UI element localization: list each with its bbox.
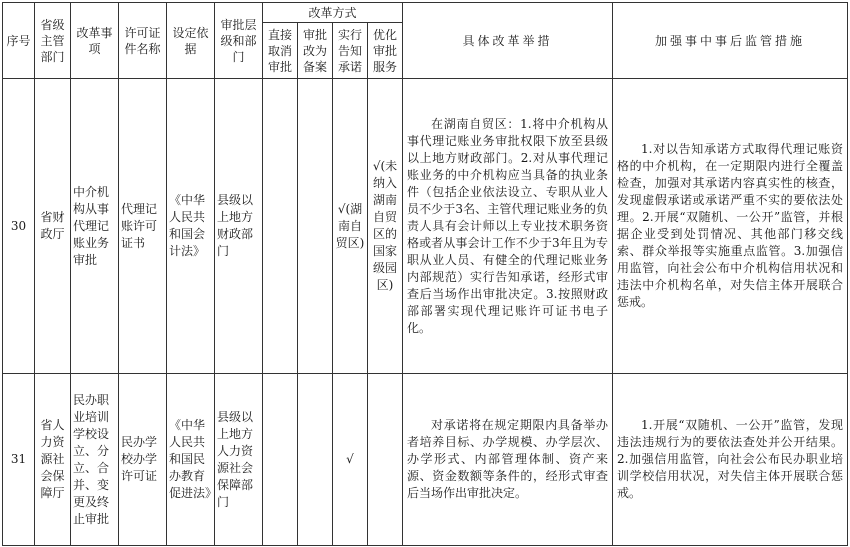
header-license: 许可证件名称 <box>119 3 167 79</box>
row-dept: 省财政厅 <box>35 79 71 374</box>
row-basis: 《中华人民共和国民办教育促进法》 <box>167 374 215 546</box>
row-mode-filing <box>298 79 333 374</box>
row-item: 民办职业培训学校设立、分立、合并、变更及终止审批 <box>71 374 119 546</box>
header-reform-mode: 改革方式 <box>263 3 403 23</box>
header-basis: 设定依据 <box>167 3 215 79</box>
row-supervision: 1.开展“双随机、一公开”监管，发现违法违规行为的要依法查处并公开结果。2.加强信用监管，向社会公布民办职业培训学校信用状况，对失信主体开展联合惩戒。 <box>613 374 848 546</box>
row-seq: 30 <box>3 79 35 374</box>
row-level: 县级以上地方人力资源社会保障部门 <box>215 374 263 546</box>
header-level: 审批层级和部门 <box>215 3 263 79</box>
header-item: 改革事项 <box>71 3 119 79</box>
header-dept: 省级主管部门 <box>35 3 71 79</box>
row-mode-optimize: √(未纳入湖南自贸区的国家级园区) <box>368 79 403 374</box>
header-mode-notify: 实行告知承诺 <box>333 23 368 79</box>
header-mode-optimize: 优化审批服务 <box>368 23 403 79</box>
header-supervision: 加强事中事后监管措施 <box>613 3 848 79</box>
row-level: 县级以上地方财政部门 <box>215 79 263 374</box>
row-dept: 省人力资源社会保障厅 <box>35 374 71 546</box>
row-mode-cancel <box>263 79 298 374</box>
row-seq: 31 <box>3 374 35 546</box>
row-mode-optimize <box>368 374 403 546</box>
row-mode-notify: √ <box>333 374 368 546</box>
row-measures: 在湖南自贸区：1.将中介机构从事代理记账业务审批权限下放至县级以上地方财政部门。2.对从事代理记账业务的中介机构应当具备的执业条件（包括企业依法设立、专职从业人员不少于3名、主管代理记账业务的负责人具有会计师以上专业技术职务资格或者从事会计工作不少于3年且为专职从业人员、有健全的代理记账业务内部规范）实行告知承诺，经形式审查后当场作出审批决定。3.按照财政部部署实现代理记账许可证书电子化。 <box>403 79 613 374</box>
reform-table <box>2 2 848 546</box>
row-measures: 对承诺将在规定期限内具备举办者培养目标、办学规模、办学层次、办学形式、内部管理体制、资产来源、资金数额等条件的，经形式审查后当场作出审批决定。 <box>403 374 613 546</box>
header-mode-cancel: 直接取消审批 <box>263 23 298 79</box>
header-measures: 具体改革举措 <box>403 3 613 79</box>
row-license: 民办学校办学许可证 <box>119 374 167 546</box>
row-mode-cancel <box>263 374 298 546</box>
row-mode-filing <box>298 374 333 546</box>
table-row <box>3 374 848 546</box>
row-license: 代理记账许可证书 <box>119 79 167 374</box>
row-mode-notify: √(湖南自贸区) <box>333 79 368 374</box>
row-supervision: 1.对以告知承诺方式取得代理记账资格的中介机构，在一定期限内进行全覆盖检查，加强对其承诺内容真实性的核查，发现虚假承诺或承诺严重不实的要依法处理。2.开展“双随机、一公开”监管，并根据企业受到处罚情况、其他部门移交线索、群众举报等实施重点监管。3.加强信用监管，向社会公布中介机构信用状况和违法中介机构名单，对失信主体开展联合惩戒。 <box>613 79 848 374</box>
row-basis: 《中华人民共和国会计法》 <box>167 79 215 374</box>
header-mode-filing: 审批改为备案 <box>298 23 333 79</box>
table-row <box>3 79 848 374</box>
header-seq: 序号 <box>3 3 35 79</box>
row-item: 中介机构从事代理记账业务审批 <box>71 79 119 374</box>
